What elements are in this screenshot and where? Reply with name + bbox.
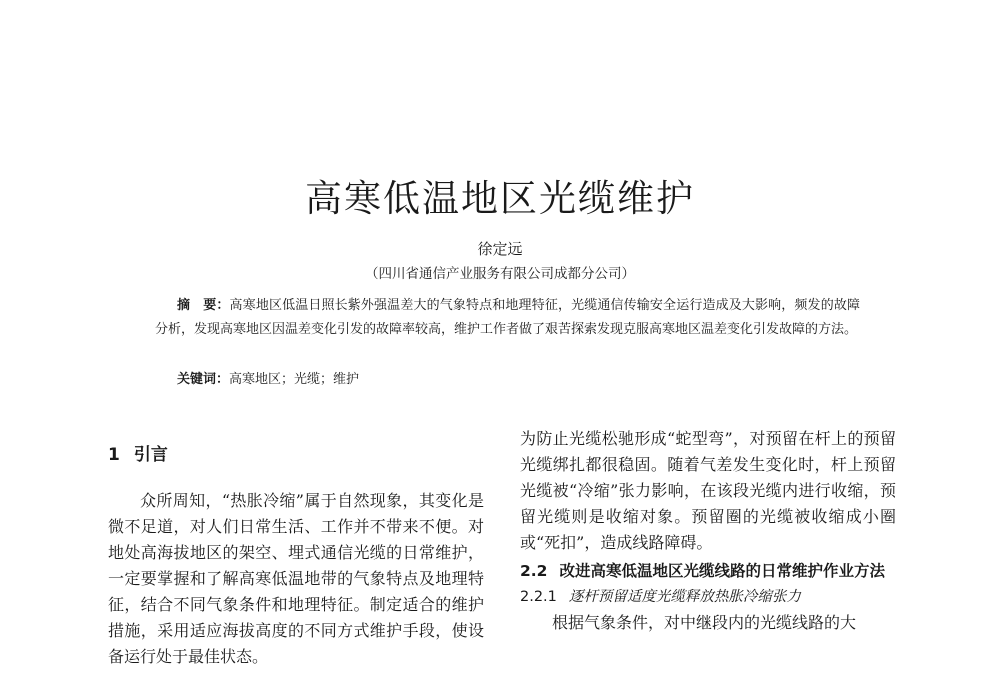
body-paragraph: 根据气象条件，对中继段内的光缆线路的大 (552, 613, 857, 632)
subsubsection-title: 逐杆预留适度光缆释放热胀冷缩张力 (568, 589, 801, 605)
abstract-text: 高寒地区低温日照长紫外强温差大的气象特点和地理特征，光缆通信传输安全运行造成及大影响，频发的故障分析，发现高寒地区因温差变化引发的故障率较高，维护工作者做了艰苦探索发现克服高寒地区温差变化引发故障的方法。 (155, 298, 860, 337)
body-paragraph: 众所周知，“热胀冷缩”属于自然现象，其变化是微不足道，对人们日常生活、工作并不带来不便。对地处高海拔地区的架空、埋式通信光缆的日常维护，一定要掌握和了解高寒低温地带的气象特点及地理特征，结合不同气象条件和地理特征。制定适合的维护措施，采用适应海拔高度的不同方式维护手段，使设备运行处于最佳状态。 (108, 491, 484, 666)
right-column (520, 426, 896, 636)
subsection-number: 2.2 (520, 562, 548, 580)
section-number: 1 (108, 445, 120, 465)
author-name: 徐定远 (477, 240, 523, 258)
author-affiliation: （四川省通信产业服务有限公司成都分公司） (365, 266, 635, 282)
subsubsection-heading-2-2-1 (520, 584, 896, 610)
subsubsection-number: 2.2.1 (520, 589, 557, 605)
left-column (108, 442, 484, 670)
section-heading-introduction (108, 442, 484, 468)
abstract (155, 294, 860, 342)
body-paragraph-continued: 为防止光缆松驰形成“蛇型弯”，对预留在杆上的预留光缆绑扎都很稳固。随着气差发生变化时，杆上预留光缆被“冷缩”张力影响，在该段光缆内进行收缩，预留光缆则是收缩对象。预留圈的光缆被收缩成小圈或“死扣”，造成线路障碍。 (520, 429, 896, 552)
section-title: 引言 (133, 445, 168, 465)
keywords (177, 368, 359, 387)
abstract-label: 摘 要： (177, 298, 230, 313)
keywords-text: 高寒地区；光缆；维护 (229, 372, 360, 387)
subsection-heading-2-2 (520, 558, 896, 584)
subsection-title: 改进高寒低温地区光缆线路的日常维护作业方法 (559, 562, 885, 580)
keywords-label: 关键词： (177, 372, 230, 387)
paper-title: 高寒低温地区光缆维护 (305, 177, 695, 220)
